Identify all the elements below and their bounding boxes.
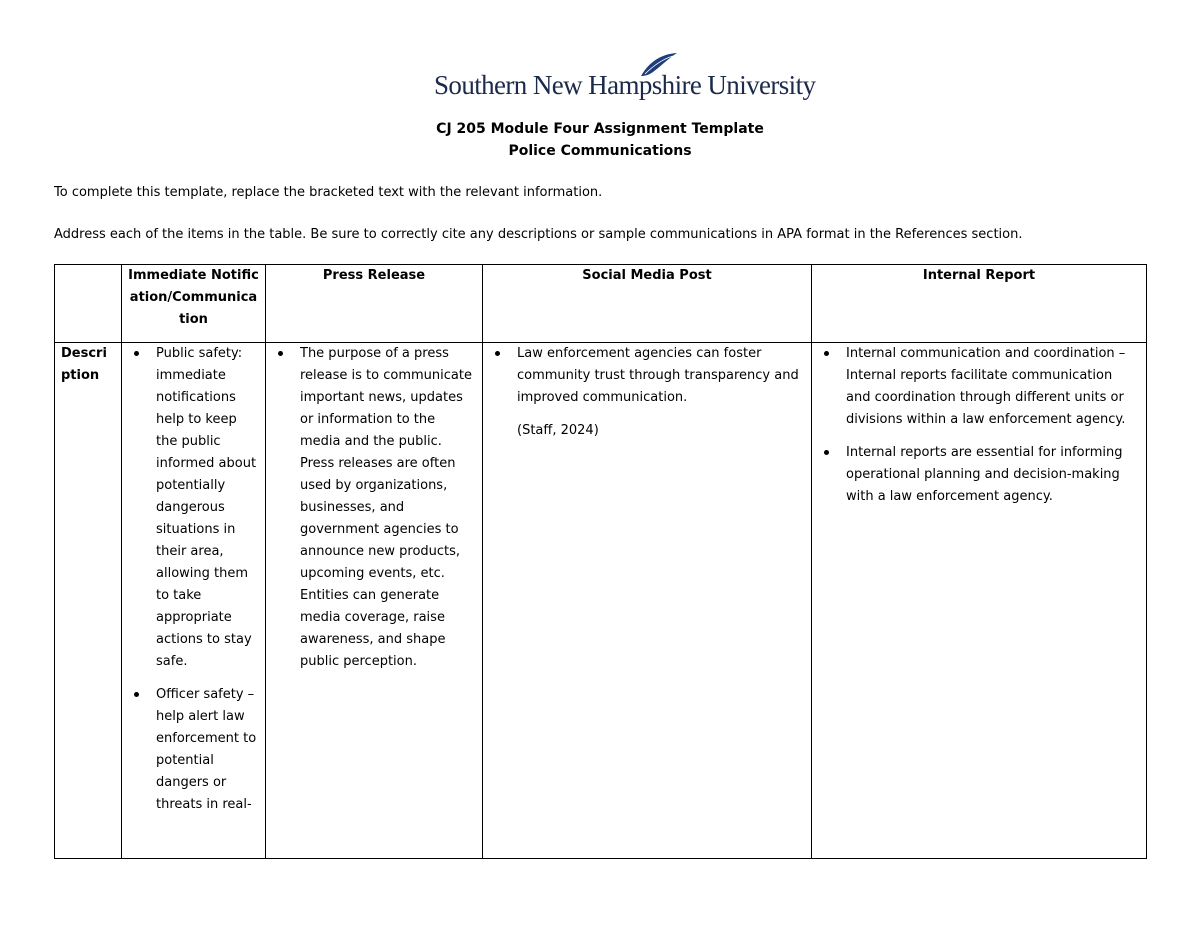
list-item: Internal reports are essential for informing operational planning and decision-making with a law enforcement agency. xyxy=(846,442,1140,508)
header-immediate-notification: Immediate Notification/Communication xyxy=(122,265,266,343)
cell-immediate-notification xyxy=(122,343,266,859)
document-subtitle: Police Communications xyxy=(508,143,692,159)
header-cell-empty xyxy=(55,265,122,343)
logo-wordmark: Southern New Hampshire University xyxy=(434,70,816,100)
list-item: Public safety: immediate notifications help to keep the public informed about potentially dangerous situations in their area, allowing them to take appropriate actions to stay safe. xyxy=(156,343,259,673)
cell-internal-report xyxy=(812,343,1147,859)
table-header-row xyxy=(55,265,1147,343)
row-label-description: Description xyxy=(55,343,122,859)
cell-press-release xyxy=(266,343,483,859)
university-logo xyxy=(434,52,816,108)
instructions-paragraph: Address each of the items in the table. Be sure to correctly cite any descriptions or sample communications in APA format in the References section. xyxy=(54,227,1023,242)
document-title: CJ 205 Module Four Assignment Template xyxy=(436,121,764,137)
table-row xyxy=(55,343,1147,859)
cell-social-media-post xyxy=(483,343,812,859)
list-item: Law enforcement agencies can foster community trust through transparency and improved communication. xyxy=(517,343,805,409)
header-social-media-post: Social Media Post xyxy=(483,265,812,343)
list-item: Officer safety – help alert law enforcement to potential dangers or threats in real- xyxy=(156,684,259,816)
communications-table xyxy=(54,264,1147,859)
header-internal-report: Internal Report xyxy=(812,265,1147,343)
list-item: The purpose of a press release is to communicate important news, updates or information to the media and the public. Press releases are often used by organizations, businesses, and government agencies to announce new products, upcoming events, etc. Entities can generate media coverage, raise awareness, and shape public perception. xyxy=(300,343,476,673)
header-press-release: Press Release xyxy=(266,265,483,343)
citation: (Staff, 2024) xyxy=(517,423,599,438)
instructions-paragraph: To complete this template, replace the bracketed text with the relevant information. xyxy=(54,185,603,200)
list-item: Internal communication and coordination – Internal reports facilitate communication and coordination through different units or divisions within a law enforcement agency. xyxy=(846,343,1140,431)
